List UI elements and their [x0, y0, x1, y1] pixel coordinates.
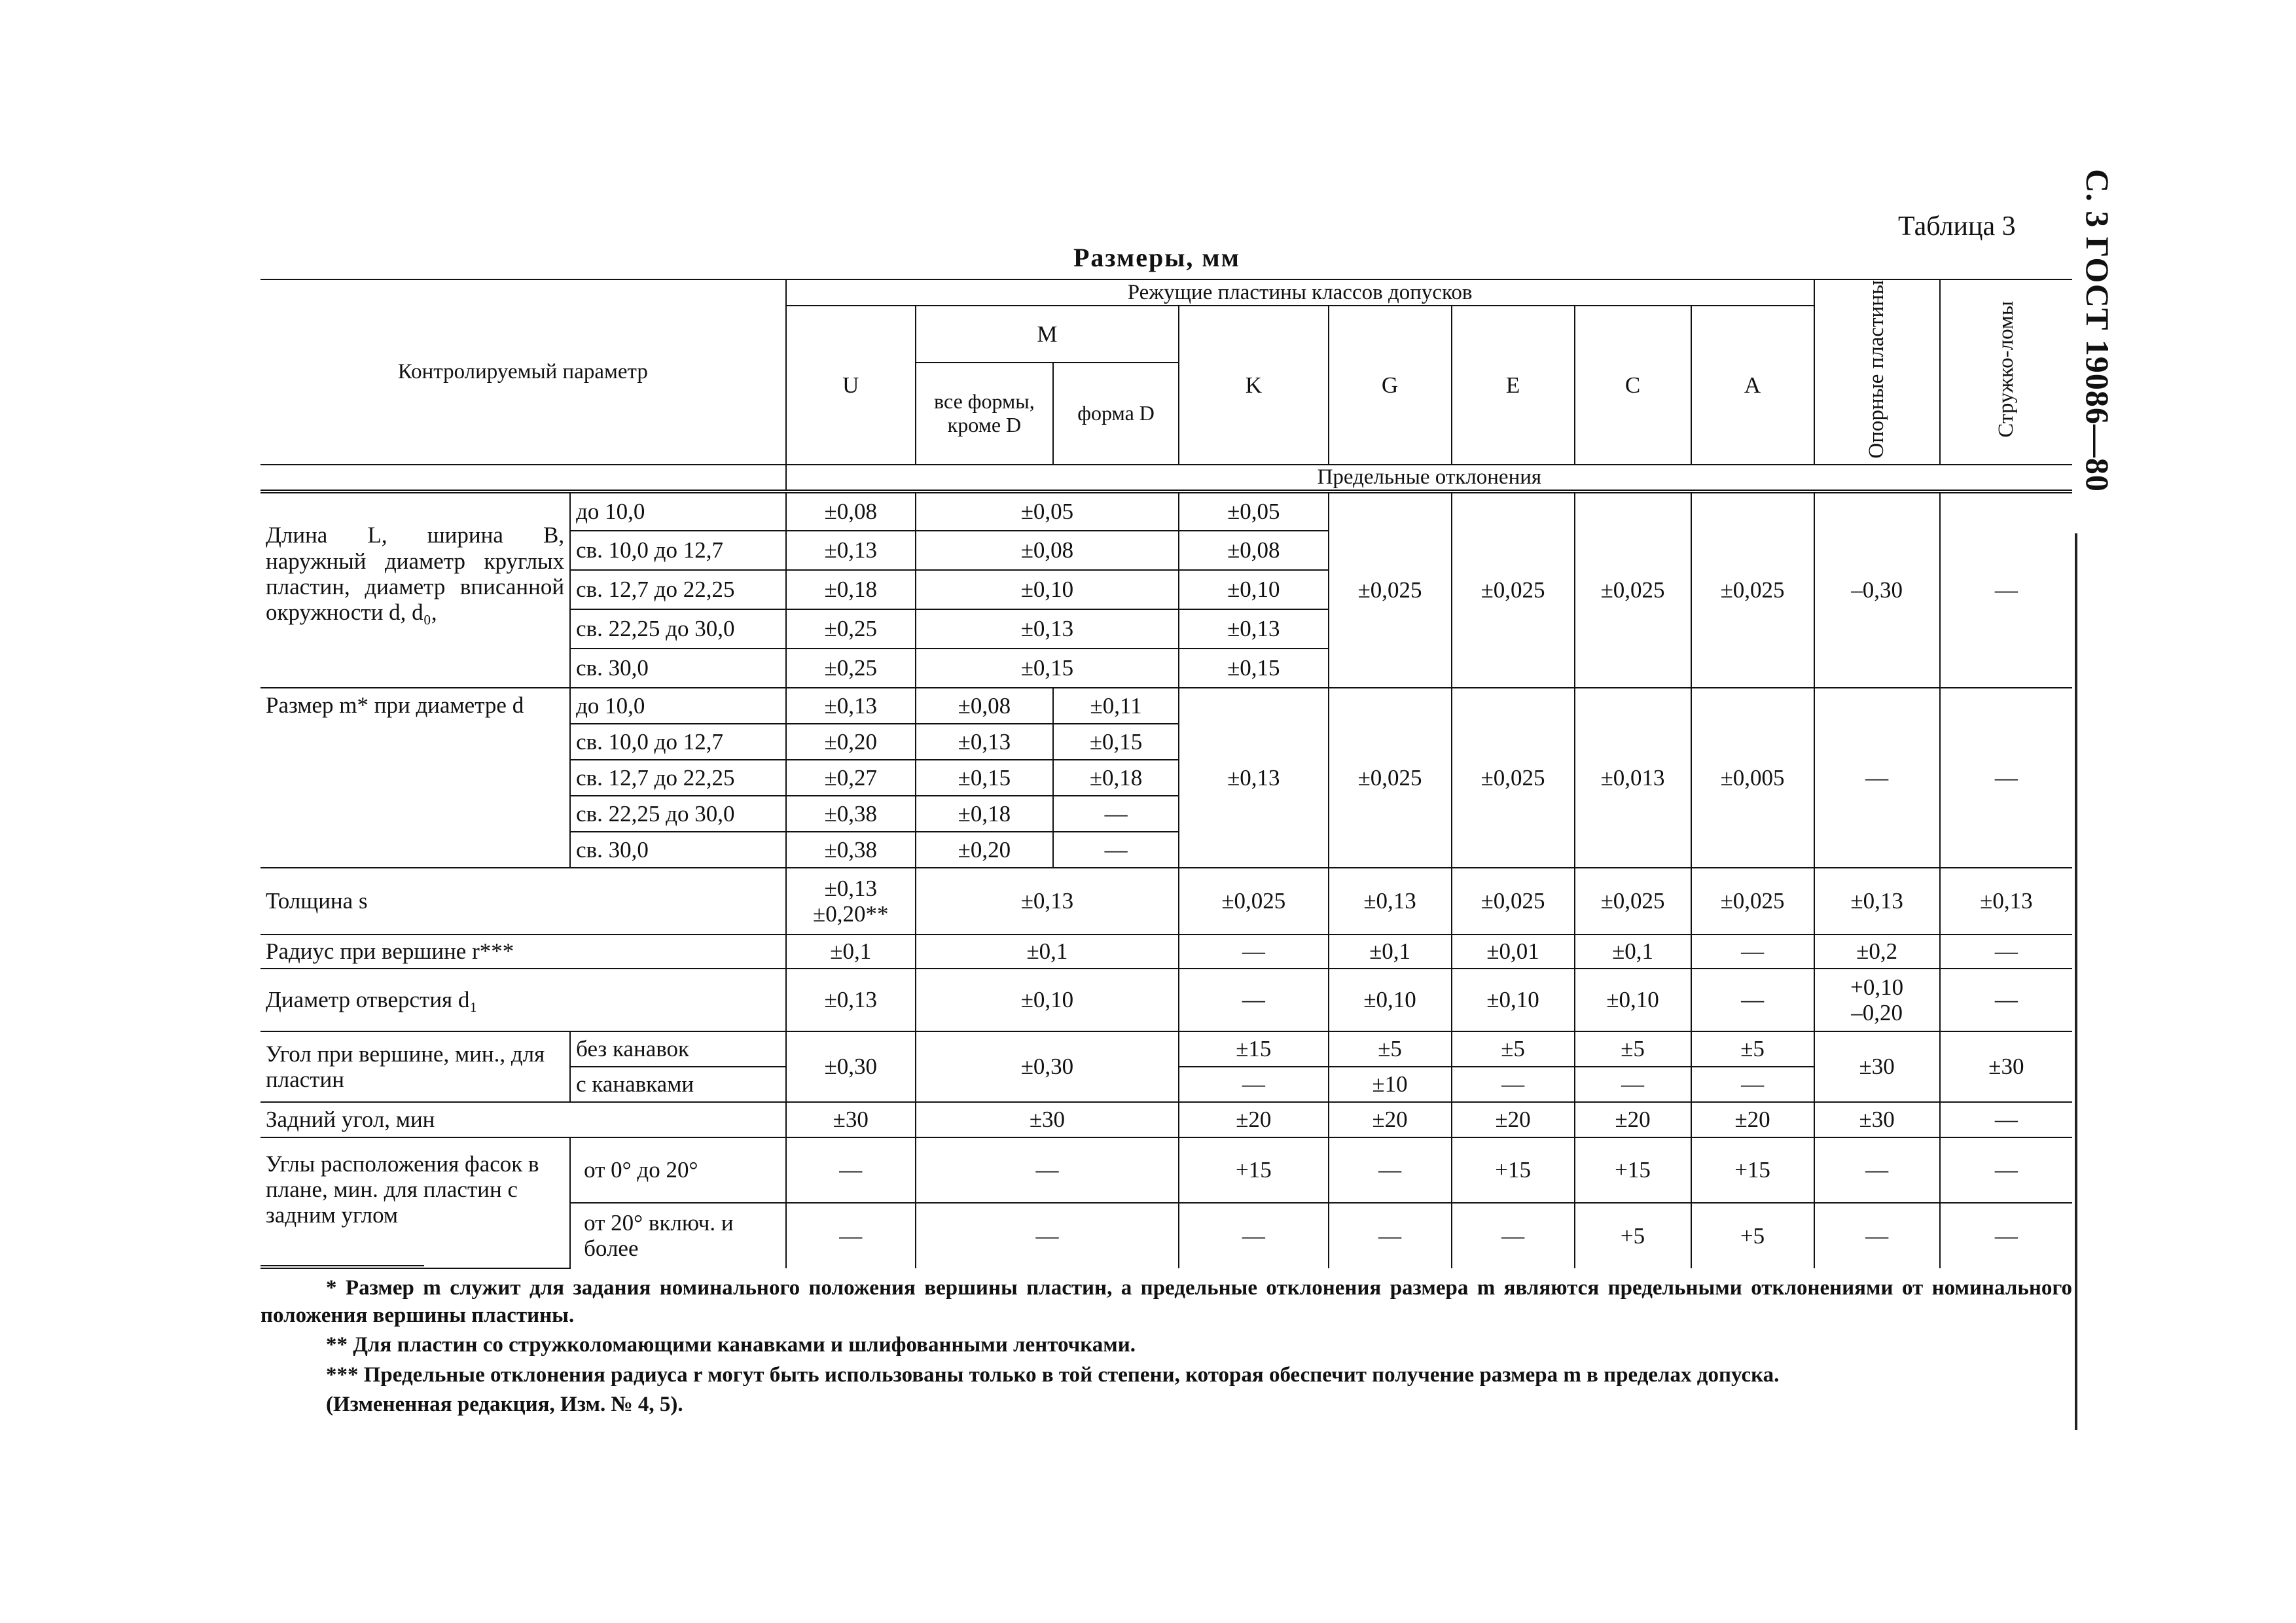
cell-m-all: ±0,13	[916, 724, 1053, 760]
tolerance-table	[260, 279, 2072, 1269]
cell-m-d: ±0,18	[1053, 760, 1179, 796]
cell-m-d: ±0,11	[1053, 688, 1179, 724]
cell-u	[786, 868, 916, 935]
table-row	[260, 1137, 2072, 1203]
cell-support: ±30	[1814, 1102, 1940, 1137]
cell-m: ±0,05	[916, 491, 1179, 531]
footnotes	[260, 1274, 2072, 1420]
footnote-1: * Размер m служит для задания номинального положения вершины пластин, а предельные отклонения размера m являются предельными отклонениями от номинального положения вершины пластины.	[260, 1276, 2072, 1328]
cell-e: ±0,10	[1452, 969, 1575, 1031]
table-row	[260, 491, 2072, 531]
cell-e: ±0,025	[1452, 868, 1575, 935]
cell-u: ±0,1	[786, 935, 916, 969]
cell-support: —	[1814, 1203, 1940, 1268]
footnote-rule	[260, 1265, 424, 1266]
header-row-4	[260, 465, 2072, 491]
cell-m: ±0,10	[916, 969, 1179, 1031]
cell-u-line-1: ±0,13	[824, 875, 877, 901]
row-label-clearance: Задний угол, мин	[260, 1102, 786, 1137]
cell-u: ±0,25	[786, 609, 916, 649]
page-running-header: С. 3 ГОСТ 19086—80	[2079, 169, 2116, 492]
amendment-note: (Измененная редакция, Изм. № 4, 5).	[326, 1392, 683, 1416]
sub-label: до 10,0	[570, 491, 786, 531]
cell-u: ±0,25	[786, 649, 916, 688]
header-g: G	[1329, 306, 1452, 465]
header-m-all: все формы, кроме D	[916, 363, 1053, 465]
cell-m: ±0,15	[916, 649, 1179, 688]
cell-support	[1814, 969, 1940, 1031]
cell-g: ±20	[1329, 1102, 1452, 1137]
cell-chip: —	[1940, 1102, 2072, 1137]
cell-m: ±0,08	[916, 531, 1179, 570]
cell-u: ±0,38	[786, 832, 916, 868]
cell-e: —	[1452, 1203, 1575, 1268]
cell-k: —	[1179, 935, 1328, 969]
header-support-label: Опорные пластины	[1865, 280, 1889, 459]
sub-label: св. 22,25 до 30,0	[570, 609, 786, 649]
cell-u: ±0,27	[786, 760, 916, 796]
table-row	[260, 969, 2072, 1031]
cell-u: ±0,18	[786, 570, 916, 609]
sub-label: без канавок	[570, 1031, 786, 1067]
sub-label: св. 12,7 до 22,25	[570, 570, 786, 609]
cell-k: ±20	[1179, 1102, 1328, 1137]
cell-u: ±0,30	[786, 1031, 916, 1102]
header-e: E	[1452, 306, 1575, 465]
cell-g: ±0,13	[1329, 868, 1452, 935]
cell-a: —	[1691, 969, 1814, 1031]
cell-g: —	[1329, 1137, 1452, 1203]
sub-label: с канавками	[570, 1067, 786, 1102]
cell-m-d: —	[1053, 796, 1179, 832]
cell-c: ±20	[1575, 1102, 1691, 1137]
cell-g: ±0,10	[1329, 969, 1452, 1031]
cell-m-all: ±0,15	[916, 760, 1053, 796]
cell-c: —	[1575, 1067, 1691, 1102]
cell-e: ±0,025	[1452, 491, 1575, 688]
cell-c: +15	[1575, 1137, 1691, 1203]
cell-a: +5	[1691, 1203, 1814, 1268]
cell-support: ±30	[1814, 1031, 1940, 1102]
cell-u: ±30	[786, 1102, 916, 1137]
footnote-2: ** Для пластин со стружколомающими канавками и шлифованными ленточками.	[326, 1333, 1136, 1357]
cell-m: ±0,13	[916, 868, 1179, 935]
sub-label: св. 30,0	[570, 649, 786, 688]
cell-k: ±0,13	[1179, 609, 1328, 649]
cell-m: —	[916, 1137, 1179, 1203]
cell-a: ±20	[1691, 1102, 1814, 1137]
cell-u-line-2: ±0,20**	[812, 901, 889, 927]
cell-chip: —	[1940, 969, 2072, 1031]
cell-u: —	[786, 1203, 916, 1268]
cell-k: —	[1179, 1067, 1328, 1102]
cell-a: —	[1691, 1067, 1814, 1102]
cell-e: ±0,01	[1452, 935, 1575, 969]
cell-e: ±20	[1452, 1102, 1575, 1137]
cell-g: ±5	[1329, 1031, 1452, 1067]
row-label-hole: Диаметр отверстия d₁	[260, 969, 786, 1031]
cell-k: ±0,13	[1179, 688, 1328, 868]
sub-label: до 10,0	[570, 688, 786, 724]
cell-support: ±0,2	[1814, 935, 1940, 969]
cell-u: ±0,20	[786, 724, 916, 760]
cell-g: ±0,025	[1329, 491, 1452, 688]
cell-a: ±0,025	[1691, 491, 1814, 688]
cell-m: ±0,1	[916, 935, 1179, 969]
cell-e: ±5	[1452, 1031, 1575, 1067]
cell-chip: ±30	[1940, 1031, 2072, 1102]
cell-e: —	[1452, 1067, 1575, 1102]
row-label-msize: Размер m* при диаметре d	[260, 688, 570, 868]
cell-k: ±0,08	[1179, 531, 1328, 570]
cell-m: —	[916, 1203, 1179, 1268]
cell-m: ±0,10	[916, 570, 1179, 609]
cell-u: ±0,38	[786, 796, 916, 832]
cell-c: +5	[1575, 1203, 1691, 1268]
header-m-d: форма D	[1053, 363, 1179, 465]
cell-chip: —	[1940, 1137, 2072, 1203]
sub-label: св. 30,0	[570, 832, 786, 868]
cell-m-d: ±0,15	[1053, 724, 1179, 760]
cell-support: ±0,13	[1814, 868, 1940, 935]
cell-a: ±0,005	[1691, 688, 1814, 868]
sub-label: св. 10,0 до 12,7	[570, 724, 786, 760]
cell-g: ±0,1	[1329, 935, 1452, 969]
cell-k: —	[1179, 969, 1328, 1031]
cell-u: ±0,13	[786, 688, 916, 724]
header-c: C	[1575, 306, 1691, 465]
header-row-1	[260, 279, 2072, 306]
cell-c: ±0,025	[1575, 868, 1691, 935]
cell-k: ±0,10	[1179, 570, 1328, 609]
cell-m: ±0,13	[916, 609, 1179, 649]
sub-label: св. 22,25 до 30,0	[570, 796, 786, 832]
footnote-3: *** Предельные отклонения радиуса r могут быть использованы только в той степени, которая обеспечит получение размера m в пределах допуска.	[326, 1363, 1780, 1387]
table-row	[260, 868, 2072, 935]
header-param: Контролируемый параметр	[260, 279, 786, 465]
row-label-radius: Радиус при вершине r***	[260, 935, 786, 969]
table-units: Размеры, мм	[1073, 243, 1240, 272]
row-label-chamfer: Углы расположения фасок в плане, мин. для пластин с задним углом	[260, 1137, 570, 1268]
cell-k: ±0,15	[1179, 649, 1328, 688]
header-blank	[260, 465, 786, 491]
cell-g: ±10	[1329, 1067, 1452, 1102]
cell-chip: —	[1940, 1203, 2072, 1268]
cell-g: ±0,025	[1329, 688, 1452, 868]
header-m: M	[916, 306, 1179, 363]
row-label-apex: Угол при вершине, мин., для пластин	[260, 1031, 570, 1102]
cell-support: —	[1814, 1137, 1940, 1203]
table-row	[260, 1031, 2072, 1067]
cell-k: ±0,05	[1179, 491, 1328, 531]
cell-k: —	[1179, 1203, 1328, 1268]
sub-label: от 0° до 20°	[570, 1137, 786, 1203]
row-label-length: Длина L, ширина B, наружный диаметр круглых пластин, диаметр вписанной окружности d, d₀,	[260, 491, 570, 688]
header-u: U	[786, 306, 916, 465]
cell-c: ±5	[1575, 1031, 1691, 1067]
cell-support-line-2: –0,20	[1851, 999, 1903, 1026]
table-row	[260, 935, 2072, 969]
cell-chip: ±0,13	[1940, 868, 2072, 935]
sub-label: св. 12,7 до 22,25	[570, 760, 786, 796]
cell-k: ±15	[1179, 1031, 1328, 1067]
cell-chip: —	[1940, 935, 2072, 969]
cell-chip: —	[1940, 688, 2072, 868]
header-limits: Предельные отклонения	[786, 465, 2072, 491]
cell-u: —	[786, 1137, 916, 1203]
cell-k: ±0,025	[1179, 868, 1328, 935]
cell-a: ±5	[1691, 1031, 1814, 1067]
cell-e: ±0,025	[1452, 688, 1575, 868]
cell-m-all: ±0,08	[916, 688, 1053, 724]
header-cutting: Режущие пластины классов допусков	[786, 279, 1814, 306]
cell-support: —	[1814, 688, 1940, 868]
cell-e: +15	[1452, 1137, 1575, 1203]
cell-m-all: ±0,20	[916, 832, 1053, 868]
cell-support-line-1: +0,10	[1850, 974, 1904, 1000]
cell-a: ±0,025	[1691, 868, 1814, 935]
cell-c: ±0,1	[1575, 935, 1691, 969]
cell-a: —	[1691, 935, 1814, 969]
cell-u: ±0,13	[786, 969, 916, 1031]
cell-c: ±0,025	[1575, 491, 1691, 688]
sub-label: св. 10,0 до 12,7	[570, 531, 786, 570]
header-chip	[1940, 279, 2072, 465]
cell-support: –0,30	[1814, 491, 1940, 688]
row-label-thickness: Толщина s	[260, 868, 786, 935]
cell-m-d: —	[1053, 832, 1179, 868]
table-row	[260, 1102, 2072, 1137]
margin-rule	[2075, 533, 2077, 1430]
cell-c: ±0,10	[1575, 969, 1691, 1031]
cell-g: —	[1329, 1203, 1452, 1268]
table-row	[260, 688, 2072, 724]
header-a: A	[1691, 306, 1814, 465]
cell-u: ±0,08	[786, 491, 916, 531]
cell-k: +15	[1179, 1137, 1328, 1203]
cell-u: ±0,13	[786, 531, 916, 570]
cell-m: ±0,30	[916, 1031, 1179, 1102]
sub-label: от 20° включ. и более	[570, 1203, 786, 1268]
header-k: K	[1179, 306, 1328, 465]
header-support	[1814, 279, 1940, 465]
table-name: Таблица 3	[1898, 211, 2016, 241]
cell-a: +15	[1691, 1137, 1814, 1203]
cell-m: ±30	[916, 1102, 1179, 1137]
cell-chip: —	[1940, 491, 2072, 688]
cell-m-all: ±0,18	[916, 796, 1053, 832]
cell-c: ±0,013	[1575, 688, 1691, 868]
header-chip-label: Стружко-ломы	[1994, 300, 2018, 438]
